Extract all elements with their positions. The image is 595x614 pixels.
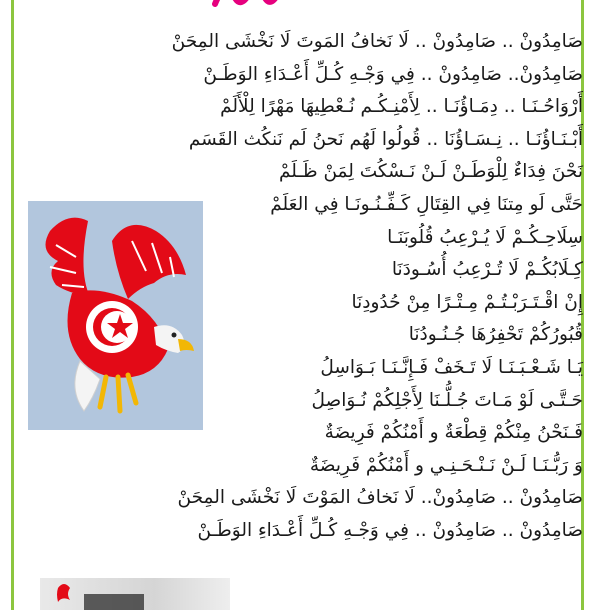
poem-line: إِنْ اقْـتَـرَبْـتُـمْ مِـتْـرًا مِنْ حُدُودِنَا	[351, 291, 583, 313]
tunisian-flag-eagle-image	[28, 201, 203, 430]
poem-line: أَبْـنَـاؤُنَـا .. نِـسَـاؤُنَا .. قُولُوا لَهُم نَحنُ لَم نَنكُث القَسَم	[188, 128, 583, 150]
page-border-left	[0, 0, 14, 610]
poem-line: يَـا شَـعْـبَـنَـا لَا تَـخَفْ فَـإِنَّـنَـا بَـوَاسِلُ	[320, 356, 583, 378]
poem-line: صَامِدُونْ .. صَامِدُونْ .. فِي وَجْـهِ كُـلِّ أَعْـدَاءِ الوَطَـنْ	[197, 519, 583, 541]
poem-line: نَحْنَ فِدَاءٌ لِلْوَطَـنْ لَـنْ نَـسْكُتَ لِمَنْ ظَـلَمْ	[279, 161, 583, 183]
poem-line: فَـنَحْنُ مِنْكُمْ قِطْعَةٌ و أَمْنُكُمْ فَرِيضَةٌ	[324, 422, 583, 444]
decorative-image	[40, 578, 230, 610]
poem-line: صَامِدُونْ .. صَامِدُونْ .. لَا نَخافُ المَوتَ لَا نَخْشَى المِحَنْ	[171, 31, 583, 52]
poem-line: صَامِدُونْ .. صَامِدُونْ.. لَا نَخافُ المَوْتَ لَا نَخْشَى المِحَنْ	[177, 487, 583, 509]
poem-line: أَرْوَاحُـنَـا .. دِمَـاؤُنَـا .. لِأَمْنِـكُـم نُـعْطِيهَا مَهْرًا لِلْأَلَمْ	[220, 96, 583, 118]
poem-line: حَتَّى لَو مِتنَا فِي القِتَالِ كَـفِّـنُـونَـا فِي العَلَمْ	[270, 193, 583, 215]
poem-line: سِلَاحِـكُـمْ لَا يُـرْعِبُ قُلُوبَنَـا	[387, 226, 583, 248]
poem-line: حَـتَّـى لَوْ مَـاتَ جُـلُّـنَا لِأَجْلِكُمْ نُـوَاصِلُ	[311, 389, 583, 411]
poem-line: قُبُورُكُمْ تَحْفِرُهَا جُـنُـودُنَا	[408, 324, 583, 346]
page-title-fragment	[205, 0, 295, 14]
page-border-right	[581, 0, 595, 610]
poem-line: وَ رَبُّـنَـا لَـنْ نَـنْـحَـنِـي و أَمْنُكُمْ فَرِيضَةٌ	[309, 454, 583, 476]
poem-line: كِـلَابُكُـمْ لَا تُـرْعِبُ أُسُـودَنَا	[391, 259, 583, 281]
eagle-illustration	[28, 201, 203, 430]
poem-line: صَامِدُونْ.. صَامِدُونْ .. فِي وَجْـهِ كُـلِّ أَعْـدَاءِ الوَطَـنْ	[203, 63, 583, 85]
